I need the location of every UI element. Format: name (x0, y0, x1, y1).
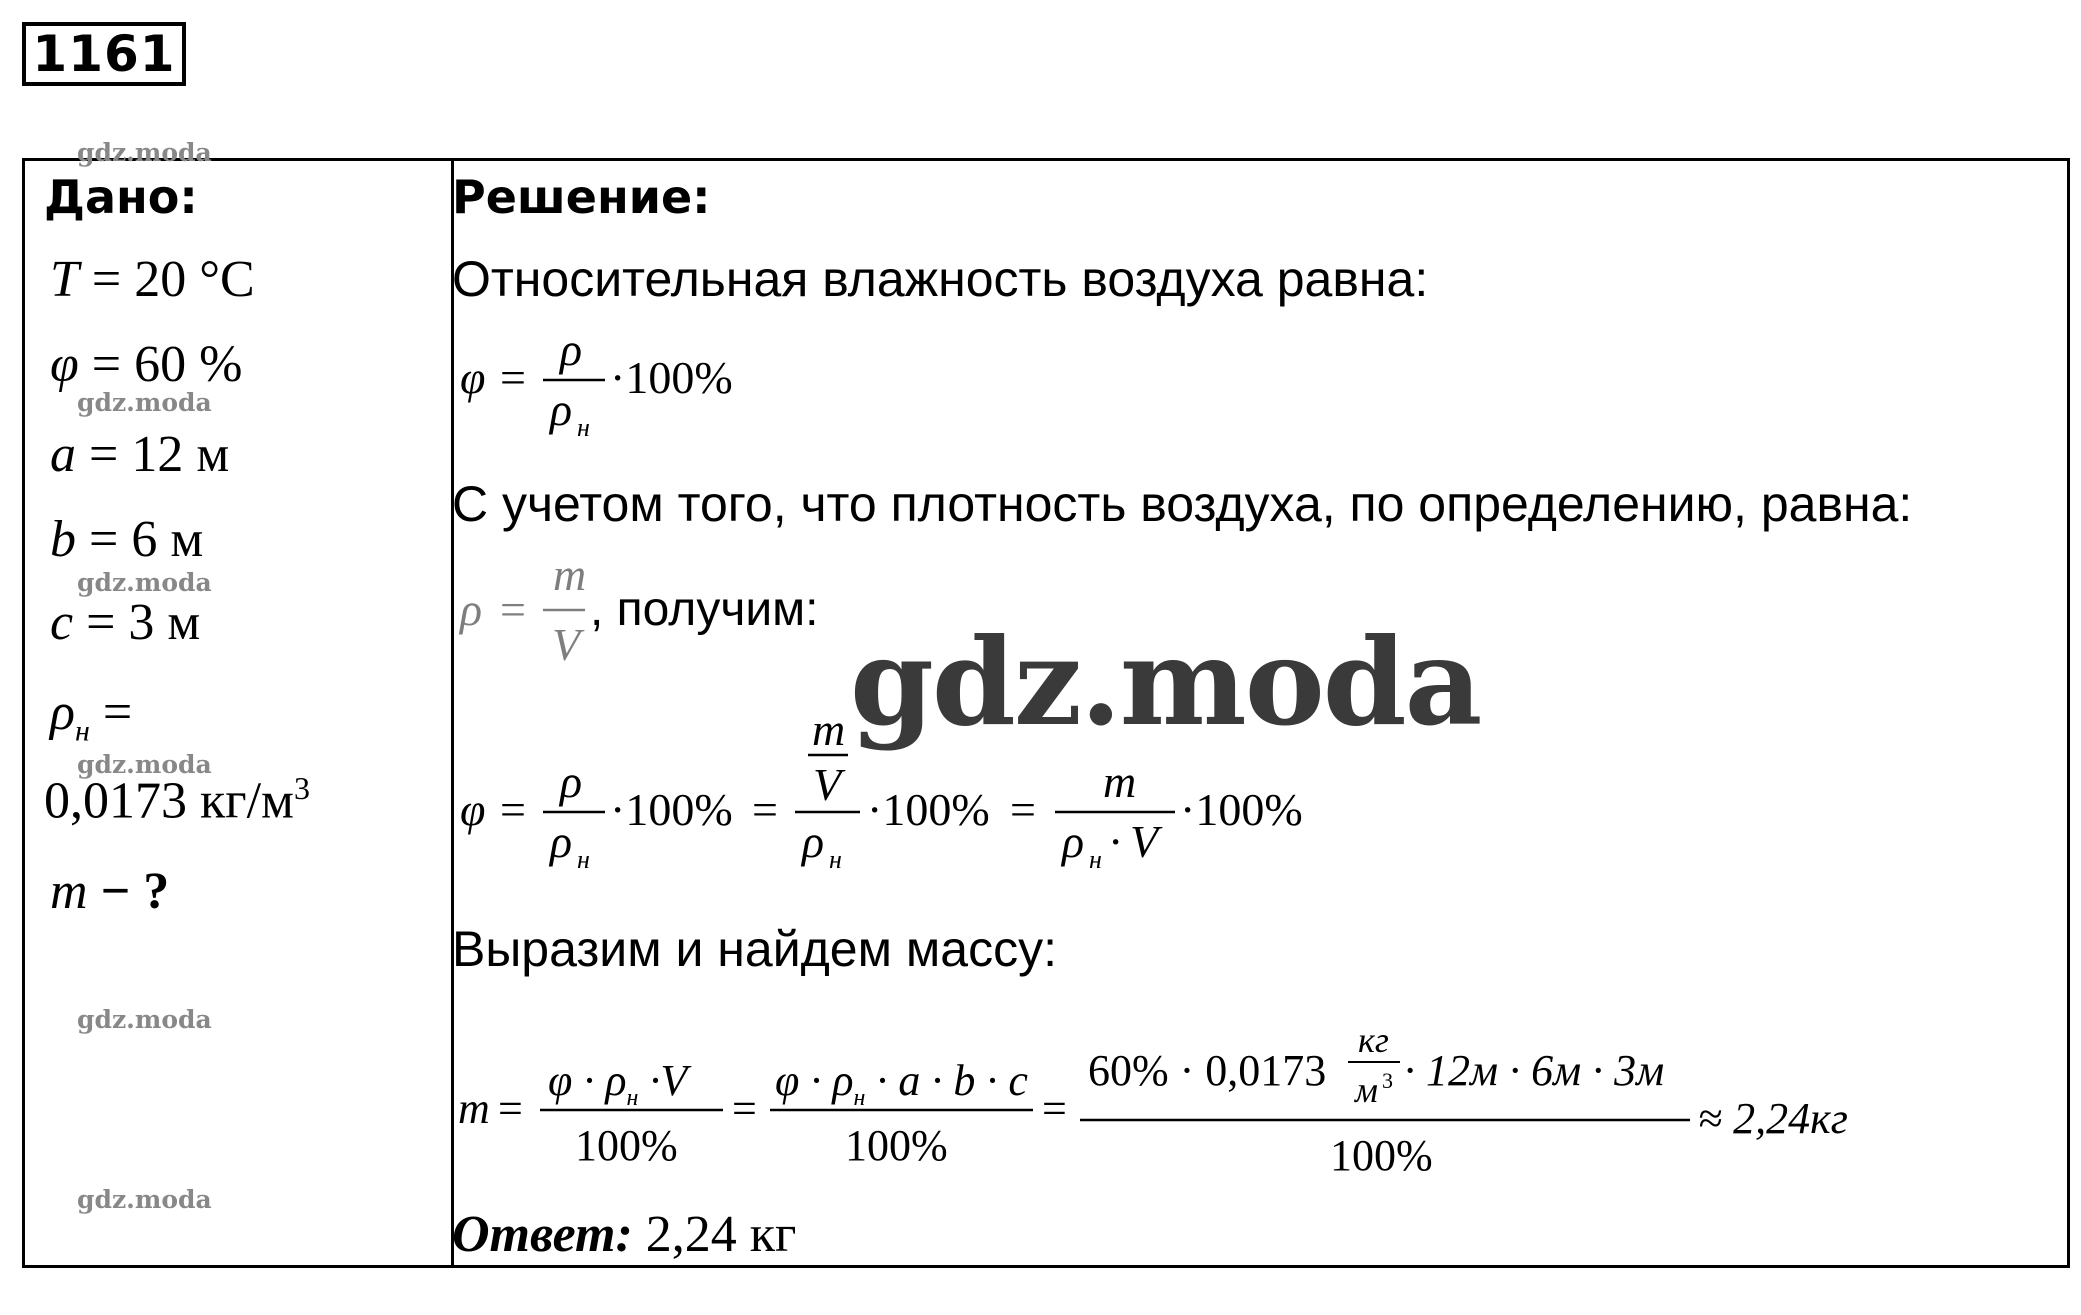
rho-symbol: ρ (560, 324, 583, 375)
times-100-percent: ·100% (610, 352, 733, 403)
equals-sign: = (732, 1084, 757, 1133)
given-line-width (50, 510, 203, 569)
answer-label: Ответ: (452, 1206, 633, 1263)
rho-n-symbol: ρ (1062, 816, 1085, 867)
equals-sign: = (498, 1084, 523, 1133)
dot-operator: · (1108, 816, 1124, 867)
given-line-find (50, 862, 169, 921)
m-symbol: m (458, 1084, 490, 1133)
formula-humidity-definition (440, 320, 780, 450)
mass-result: ≈ 2,24кг (1698, 1094, 1848, 1143)
equals-sign: = (500, 784, 526, 835)
equals-sign: = (500, 584, 526, 635)
rho-n-subscript: н (829, 845, 842, 874)
given-value: = 60 % (91, 336, 243, 393)
watermark-small: gdz.moda (77, 138, 212, 167)
given-var: b (50, 511, 76, 568)
formula-mass-calculation (440, 1010, 1900, 1185)
rho-symbol: ρ (560, 756, 583, 807)
rho-n-subscript: н (1089, 845, 1102, 874)
given-value: = 3 м (86, 594, 201, 651)
denominator-1: 100% (575, 1121, 678, 1170)
answer-value: 2,24 кг (632, 1206, 797, 1263)
equals-sign: = (500, 352, 526, 403)
given-line-length (50, 425, 229, 484)
rho-n-symbol: ρ (550, 816, 573, 867)
numerator-3-suffix: · 12м · 6м · 3м (1404, 1046, 1665, 1095)
rho-equals: = (102, 684, 133, 741)
phi-symbol: φ (460, 784, 486, 835)
rho-value: 0,0173 кг/м (44, 772, 294, 830)
rho-n-symbol: ρ (550, 384, 573, 435)
given-heading: Дано: (44, 170, 198, 224)
numerator-1: $\varphi \cdot \rho_н \cdot V$ (548, 1056, 688, 1111)
given-var: φ (50, 336, 79, 393)
equals-sign: = (752, 784, 778, 835)
given-value: = 20 °C (91, 251, 255, 308)
unit-kg: кг (1358, 1020, 1389, 1060)
equals-sign: = (1010, 784, 1036, 835)
rho-symbol: ρ (460, 584, 483, 635)
derive-phrase: , получим: (590, 583, 819, 636)
times-100-percent: ·100% (610, 784, 733, 835)
m-symbol: m (812, 704, 846, 755)
numerator-2: $\varphi \cdot \rho_н \cdot a \cdot b \cdot c$ (775, 1056, 1028, 1111)
given-line-temperature (50, 250, 255, 309)
watermark-small: gdz.moda (77, 568, 212, 597)
v-symbol: V (1130, 816, 1159, 867)
v-symbol: V (813, 759, 842, 810)
rho-subscript: н (74, 714, 90, 748)
watermark-small: gdz.moda (77, 750, 212, 779)
unit-m-exponent: 3 (1382, 1068, 1393, 1093)
numerator-3-prefix: 60% · 0,0173 (1088, 1046, 1327, 1095)
denominator-3: 100% (1330, 1131, 1433, 1180)
rho-symbol: ρ (50, 684, 75, 741)
given-line-humidity (50, 335, 242, 394)
find-var: m (50, 863, 88, 920)
denominator-2: 100% (845, 1121, 948, 1170)
rho-n-subscript: н (577, 845, 590, 874)
solution-heading: Решение: (452, 170, 711, 224)
given-line-saturated-density-value (44, 770, 310, 830)
watermark-small: gdz.moda (77, 1005, 212, 1034)
unit-m: м (1355, 1070, 1378, 1110)
watermark-large: gdz.moda (850, 612, 1481, 753)
rho-exponent: 3 (293, 770, 310, 806)
given-value: = 6 м (89, 511, 204, 568)
given-line-saturated-density (50, 683, 132, 748)
find-question: − ? (87, 863, 170, 920)
m-symbol: m (553, 560, 587, 600)
rho-n-symbol: ρ (802, 816, 825, 867)
equals-sign: = (1042, 1084, 1067, 1133)
given-var: a (50, 426, 76, 483)
watermark-small: gdz.moda (77, 1185, 212, 1214)
given-line-height (50, 593, 200, 652)
given-value: = 12 м (89, 426, 230, 483)
times-100-percent: ·100% (1180, 784, 1303, 835)
solution-line-3: Выразим и найдем массу: (452, 921, 1057, 977)
rho-n-subscript: н (577, 413, 590, 442)
times-100-percent: ·100% (867, 784, 990, 835)
answer-line (452, 1205, 796, 1264)
watermark-small: gdz.moda (77, 388, 212, 417)
m-symbol: m (1103, 756, 1137, 807)
problem-number: 1161 (22, 22, 186, 86)
solution-line-1: Относительная влажность воздуха равна: (452, 251, 1429, 307)
given-var: c (50, 594, 74, 651)
given-var: T (50, 251, 79, 308)
solution-line-2: С учетом того, что плотность воздуха, по определению, равна: (452, 476, 1913, 532)
v-symbol: V (552, 619, 581, 670)
phi-symbol: φ (460, 352, 486, 403)
